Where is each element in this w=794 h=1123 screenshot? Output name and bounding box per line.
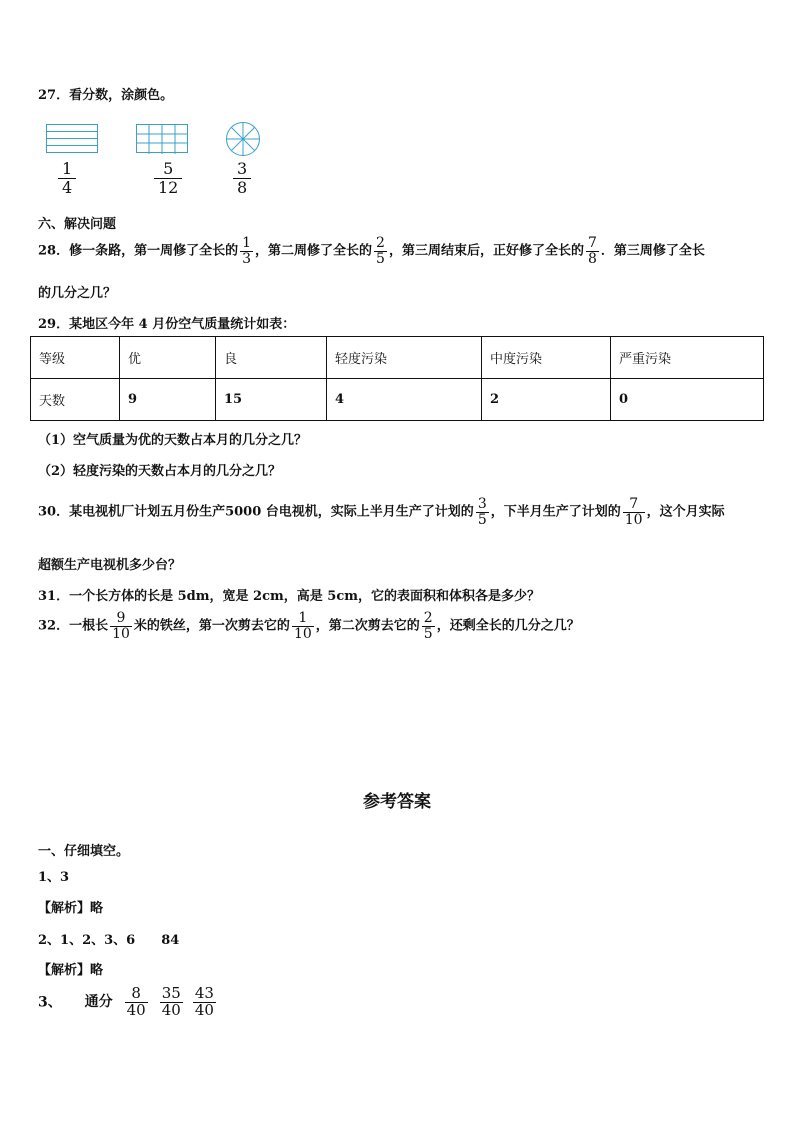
q28-text: 28．修一条路，第一周修了全长的 <box>38 243 239 259</box>
numerator: 3 <box>477 496 487 512</box>
divided-circle-icon <box>225 121 261 157</box>
answers-title: 参考答案 <box>363 792 431 812</box>
denominator: 8 <box>587 250 597 267</box>
answer-2: 2、1、2、3、6 84 <box>38 933 180 948</box>
air-quality-table <box>30 336 764 421</box>
denominator: 5 <box>477 511 487 528</box>
table-header-row <box>31 337 764 379</box>
table-cell: 9 <box>120 379 216 421</box>
answer-3-label: 3、 <box>38 994 62 1011</box>
numerator: 1 <box>62 159 73 178</box>
q31-text: 31．一个长方体的长是 5dm，宽是 2cm，高是 5cm，它的表面积和体积各是多少？ <box>38 589 540 604</box>
q32-text: ，第二次剪去它的 <box>315 618 420 634</box>
q27-text: 27．看分数，涂颜色。 <box>38 88 174 103</box>
q28-text: ，第二周修了全长的 <box>255 243 373 259</box>
denominator: 5 <box>423 625 433 642</box>
q32-text: 32．一根长 <box>38 618 109 634</box>
table-cell: 优 <box>120 337 216 379</box>
fraction <box>125 986 148 1019</box>
denominator: 4 <box>58 178 76 197</box>
numerator: 2 <box>376 235 385 251</box>
denominator: 3 <box>242 250 252 267</box>
fraction <box>193 986 216 1019</box>
fraction-figure-2 <box>154 160 182 198</box>
fraction <box>110 611 132 641</box>
numerator: 2 <box>423 610 433 626</box>
grid-rectangle-icon <box>136 124 188 154</box>
table-cell: 15 <box>216 379 327 421</box>
table-cell: 中度污染 <box>482 337 611 379</box>
q30-text: 30．某电视机厂计划五月份生产5000 台电视机，实际上半月生产了计划的 <box>38 504 474 520</box>
table-cell: 等级 <box>31 337 120 379</box>
table-row <box>31 379 764 421</box>
denominator: 12 <box>154 178 182 197</box>
table-cell: 天数 <box>31 379 120 421</box>
q32-line <box>38 611 580 641</box>
answer-2-note: 【解析】略 <box>38 963 104 978</box>
fraction <box>374 236 387 266</box>
denominator: 10 <box>112 625 130 642</box>
fraction <box>160 986 183 1019</box>
q28-text: ．第三周修了全长 <box>600 243 705 259</box>
numerator: 9 <box>116 610 126 626</box>
numerator: 8 <box>131 984 141 1002</box>
answer-1: 1、3 <box>38 870 70 885</box>
q28-line2: 的几分之几？ <box>38 286 117 301</box>
numerator: 7 <box>587 235 597 251</box>
q29-sub1: （1）空气质量为优的天数占本月的几分之几？ <box>38 433 308 448</box>
numerator: 35 <box>161 984 181 1002</box>
q30-text: ，下半月生产了计划的 <box>490 504 621 520</box>
q30-text: ，这个月实际 <box>646 504 725 520</box>
answer-3-text: 通分 <box>84 994 113 1011</box>
table-cell: 2 <box>482 379 611 421</box>
q28-text: ，第三周结束后，正好修了全长的 <box>388 243 584 259</box>
q28-line1 <box>38 236 705 266</box>
table-cell: 轻度污染 <box>327 337 482 379</box>
section-heading: 六、解决问题 <box>38 217 117 232</box>
fraction <box>240 236 253 266</box>
numerator: 7 <box>629 496 639 512</box>
q29-sub2: （2）轻度污染的天数占本月的几分之几？ <box>38 464 282 479</box>
q30-line1 <box>38 497 725 527</box>
q30-line2: 超额生产电视机多少台？ <box>38 558 182 573</box>
answers-section: 一、仔细填空。 <box>38 844 130 859</box>
denominator: 10 <box>293 625 312 642</box>
numerator: 1 <box>298 610 308 626</box>
horizontal-stripes-rectangle-icon <box>46 124 98 154</box>
q32-text: 米的铁丝，第一次剪去它的 <box>133 618 290 634</box>
table-cell: 4 <box>327 379 482 421</box>
numerator: 5 <box>163 159 174 178</box>
denominator: 40 <box>194 1000 214 1019</box>
denominator: 40 <box>126 1000 146 1019</box>
q32-text: ，还剩全长的几分之几？ <box>436 618 580 634</box>
fraction <box>623 497 645 527</box>
answer-3 <box>38 986 218 1019</box>
numerator: 43 <box>194 984 214 1002</box>
answer-1-note: 【解析】略 <box>38 901 104 916</box>
denominator: 40 <box>161 1000 181 1019</box>
fraction-figure-1 <box>58 160 76 198</box>
fraction <box>422 611 435 641</box>
denominator: 8 <box>233 178 251 197</box>
numerator: 3 <box>237 159 248 178</box>
fraction-figure-3 <box>233 160 251 198</box>
fraction <box>586 236 599 266</box>
fraction <box>292 611 314 641</box>
q29-text: 29．某地区今年 4 月份空气质量统计如表： <box>38 317 296 332</box>
table-cell: 0 <box>611 379 764 421</box>
table-cell: 严重污染 <box>611 337 764 379</box>
fraction <box>476 497 489 527</box>
table-cell: 良 <box>216 337 327 379</box>
numerator: 1 <box>242 235 252 251</box>
denominator: 5 <box>376 250 385 267</box>
denominator: 10 <box>624 511 643 528</box>
